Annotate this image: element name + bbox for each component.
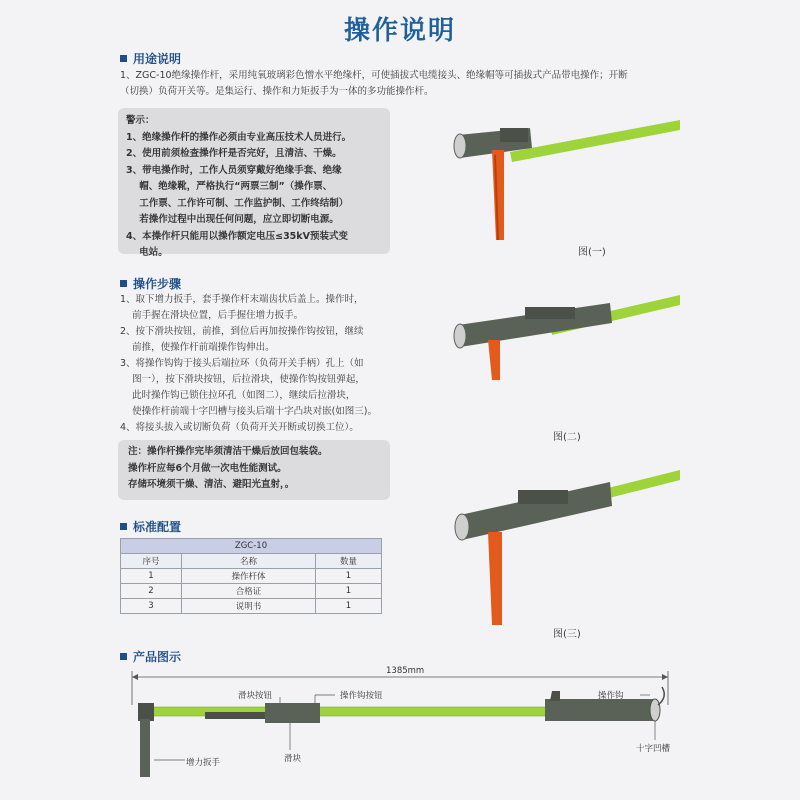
product-heading — [120, 648, 181, 665]
table-model-cell: ZGC-10 — [121, 539, 382, 554]
usage-line: （切换）负荷开关等。是集运行、操作和力矩扳手为一体的多功能操作杆。 — [120, 86, 434, 97]
warning-line: 若操作过程中出现任何问题，应立即切断电源。 — [126, 214, 339, 225]
steps-heading — [120, 275, 181, 292]
steps-line: 使操作杆前端十字凹槽与接头后端十字凸块对嵌(如图三)。 — [120, 406, 377, 417]
bullet-square-icon — [120, 653, 127, 660]
note-line: 操作杆应每6个月做一次电性能测试。 — [128, 462, 287, 474]
table-cell: 合格证 — [182, 584, 316, 599]
warning-line: 警示： — [126, 115, 155, 126]
warning-line: 3、带电操作时，工作人员须穿戴好绝缘手套、绝缘 — [126, 164, 342, 176]
hook-button-label: 操作钩按钮 — [340, 691, 383, 701]
table-cell: 说明书 — [182, 599, 316, 614]
cross-groove-label: 十字凹槽 — [636, 744, 671, 754]
slider-label: 滑块 — [284, 754, 302, 764]
config-heading-text: 标准配置 — [133, 520, 182, 534]
steps-line: 4、将接头拔入或切断负荷（负荷开关开断或切换工位）。 — [120, 422, 359, 433]
note-line: 注：操作杆操作完毕须清洁干燥后放回包装袋。 — [128, 446, 328, 457]
steps-line: 此时操作钩已锁住拉环孔（如图二），继续后拉滑块， — [120, 390, 356, 401]
product-heading-text: 产品图示 — [133, 650, 182, 664]
table-cell: 操作杆体 — [182, 569, 316, 584]
figure-3-illustration — [440, 460, 680, 630]
bullet-square-icon — [120, 523, 127, 530]
table-header-row — [121, 539, 382, 554]
figure-1-illustration — [440, 100, 680, 250]
bullet-square-icon — [120, 280, 127, 287]
table-row — [121, 569, 382, 584]
slider-button-label: 滑块按钮 — [238, 691, 273, 701]
table-cell: 3 — [121, 599, 182, 614]
figure-2-illustration — [440, 285, 680, 435]
bullet-square-icon — [120, 55, 127, 62]
table-cell: 2 — [121, 584, 182, 599]
table-col-header: 序号 — [121, 554, 182, 569]
table-row — [121, 584, 382, 599]
length-label: 1385mm — [386, 666, 425, 676]
steps-line: 2、按下滑块按钮，前推，到位后再加按操作钩按钮，继续 — [120, 326, 364, 337]
figure-3-caption: 图(三) — [553, 629, 581, 640]
warning-text — [126, 113, 388, 262]
table-cell: 1 — [316, 569, 382, 584]
hook-label: 操作钩 — [598, 691, 624, 701]
figure-2-caption: 图(二) — [553, 432, 581, 443]
usage-line: 1、ZGC-10绝缘操作杆，采用纯氧玻璃彩色憎水平绝缘杆，可使插拔式电缆接头、绝缘帽等可插拔式产品带电操作；开断 — [120, 70, 628, 81]
steps-line: 3、将操作钩钩于接头后端拉环（负荷开关手柄）孔上（如 — [120, 358, 364, 369]
steps-line: 1、取下增力扳手，套手操作杆末端齿状后盖上。操作时， — [120, 294, 364, 305]
warning-line: 1、绝缘操作杆的操作必须由专业高压技术人员进行。 — [126, 131, 352, 143]
usage-heading — [120, 50, 181, 67]
note-line: 存储环境须干燥、清洁、避阳光直射，。 — [128, 479, 295, 490]
table-cell: 1 — [316, 584, 382, 599]
steps-line: 前推，使操作杆前端操作钩伸出。 — [120, 342, 275, 353]
steps-line: 图一），按下滑块按钮，后拉滑块，使操作钩按钮弹起， — [120, 374, 365, 385]
page-title: 操作说明 — [343, 16, 456, 46]
wrench-label: 增力扳手 — [186, 758, 221, 768]
warning-line: 工作票、工作许可制、工作监护制、工作终结制） — [126, 197, 349, 209]
note-text — [128, 444, 390, 494]
usage-text — [120, 68, 690, 100]
warning-line: 2、使用前须检查操作杆是否完好，且清洁、干燥。 — [126, 148, 342, 159]
steps-heading-text: 操作步骤 — [133, 277, 182, 291]
warning-line: 4、本操作杆只能用以操作额定电压≤35kV预装式变 — [126, 230, 348, 242]
warning-line: 电站。 — [126, 247, 168, 258]
steps-line: 前手握在滑块位置，后手握住增力扳手。 — [120, 310, 304, 321]
table-cell: 1 — [121, 569, 182, 584]
table-col-header: 数量 — [316, 554, 382, 569]
config-table — [120, 538, 382, 614]
figure-1-caption: 图(一) — [578, 247, 606, 258]
warning-line: 帽、绝缘靴，严格执行“两票三制”（操作票、 — [126, 181, 333, 192]
table-cell: 1 — [316, 599, 382, 614]
usage-heading-text: 用途说明 — [133, 52, 182, 66]
table-row — [121, 599, 382, 614]
table-columns-row — [121, 554, 382, 569]
steps-text — [120, 292, 420, 436]
config-heading — [120, 518, 181, 535]
table-col-header: 名称 — [182, 554, 316, 569]
product-diagram — [120, 665, 680, 790]
